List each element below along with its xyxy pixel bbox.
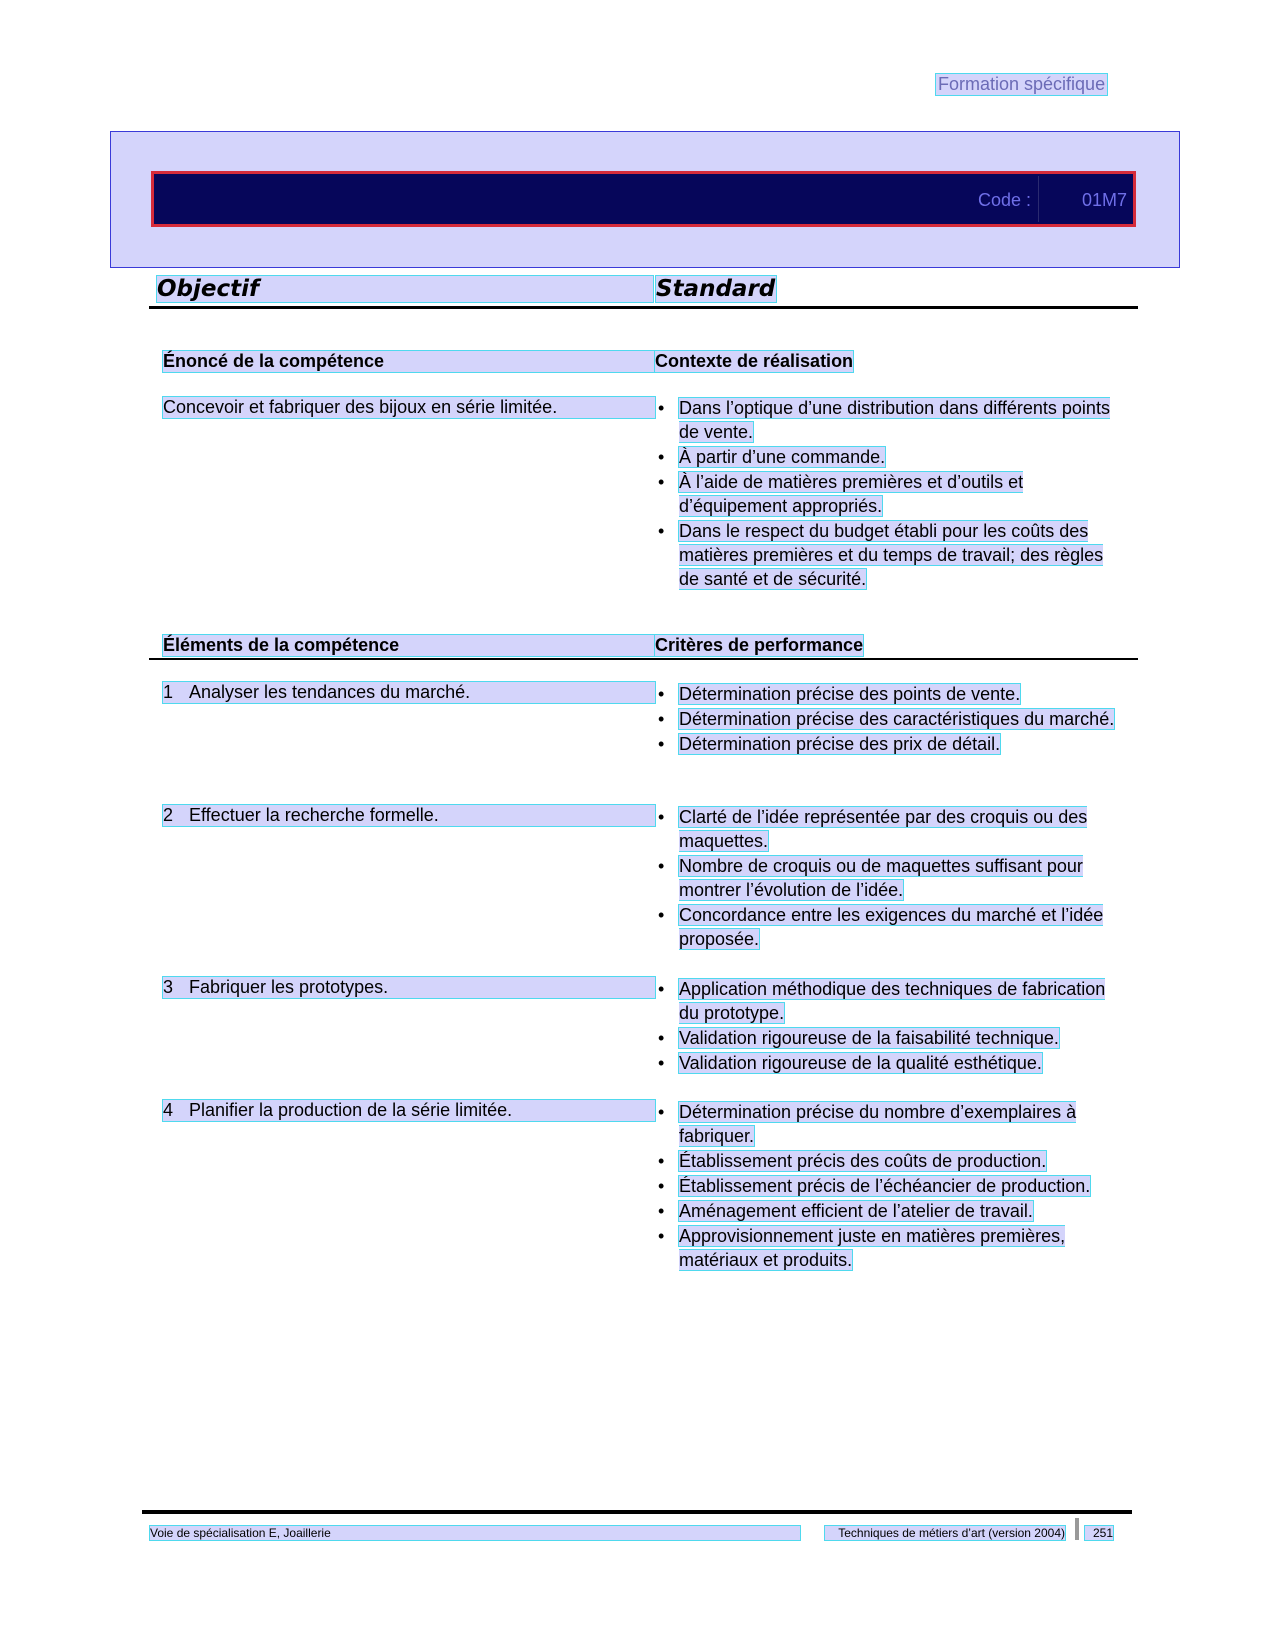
list-item — [656, 1100, 1118, 1148]
criteria-list-1 — [656, 682, 1118, 757]
contexte-label: Contexte de réalisation — [655, 351, 854, 371]
element-row-1 — [163, 682, 655, 703]
footer-right: Techniques de métiers d’art (version 2004) — [825, 1526, 1065, 1540]
list-item-text: Approvisionnement juste en matières premières, matériaux et produits. — [679, 1226, 1066, 1270]
list-item-text: Détermination précise des caractéristiques du marché. — [679, 709, 1115, 729]
list-item — [656, 1149, 1118, 1173]
list-item-text: Détermination précise du nombre d’exemplaires à fabriquer. — [679, 1102, 1077, 1146]
footer-rule — [142, 1510, 1132, 1514]
list-item-text: Concordance entre les exigences du marché et l’idée proposée. — [679, 905, 1104, 949]
section-label: Formation spécifique — [938, 74, 1106, 94]
element-number: 2 — [163, 805, 174, 825]
element-row-4 — [163, 1100, 655, 1121]
element-text: Planifier la production de la série limitée. — [189, 1100, 513, 1120]
elements-rule — [149, 658, 1138, 660]
list-item-text: Dans l’optique d’une distribution dans différents points de vente. — [679, 398, 1110, 442]
list-item-text: Validation rigoureuse de la faisabilité technique. — [679, 1028, 1059, 1048]
header-rule — [149, 306, 1138, 309]
code-separator — [1038, 176, 1039, 222]
list-item-text: Nombre de croquis ou de maquettes suffisant pour montrer l’évolution de l’idée. — [679, 856, 1083, 900]
list-item — [656, 396, 1118, 444]
list-item — [656, 682, 1118, 706]
element-row-3 — [163, 977, 655, 998]
list-item — [656, 805, 1118, 853]
criteria-list-2 — [656, 805, 1118, 952]
list-item — [656, 707, 1118, 731]
page-number: 251 — [1085, 1526, 1113, 1540]
footer-left: Voie de spécialisation E, Joaillerie — [150, 1526, 800, 1540]
list-item — [656, 1199, 1118, 1223]
list-item-text: À partir d’une commande. — [679, 447, 886, 467]
footer-separator — [1075, 1518, 1079, 1540]
list-item — [656, 1026, 1118, 1050]
list-item — [656, 854, 1118, 902]
contexte-list — [656, 396, 1118, 592]
enonce-label: Énoncé de la compétence — [163, 351, 655, 372]
list-item-text: Application méthodique des techniques de fabrication du prototype. — [679, 979, 1106, 1023]
list-item-text: À l’aide de matières premières et d’outils et d’équipement appropriés. — [679, 472, 1024, 516]
code-label: Code : — [978, 190, 1032, 210]
element-text: Effectuer la recherche formelle. — [189, 805, 439, 825]
list-item — [656, 1174, 1118, 1198]
element-text: Analyser les tendances du marché. — [189, 682, 471, 702]
list-item-text: Établissement précis de l’échéancier de production. — [679, 1176, 1091, 1196]
list-item-text: Dans le respect du budget établi pour les coûts des matières premières et du temps de travail; des règles de santé et de sécurité. — [679, 521, 1104, 589]
list-item — [656, 445, 1118, 469]
element-row-2 — [163, 805, 655, 826]
list-item-text: Aménagement efficient de l’atelier de travail. — [679, 1201, 1033, 1221]
criteria-list-4 — [656, 1100, 1118, 1273]
element-number: 3 — [163, 977, 174, 997]
element-text: Fabriquer les prototypes. — [189, 977, 389, 997]
enonce-text: Concevoir et fabriquer des bijoux en série limitée. — [163, 397, 655, 418]
criteria-list-3 — [656, 977, 1118, 1076]
list-item-text: Détermination précise des points de vente. — [679, 684, 1021, 704]
element-number: 4 — [163, 1100, 174, 1120]
column-header-standard: Standard — [656, 276, 776, 302]
list-item-text: Validation rigoureuse de la qualité esthétique. — [679, 1053, 1042, 1073]
code-value: 01M7 — [1082, 190, 1128, 210]
list-item — [656, 903, 1118, 951]
list-item — [656, 519, 1118, 591]
list-item — [656, 470, 1118, 518]
criteres-label: Critères de performance — [655, 635, 864, 655]
list-item — [656, 732, 1118, 756]
element-number: 1 — [163, 682, 174, 702]
list-item-text: Détermination précise des prix de détail. — [679, 734, 1001, 754]
list-item — [656, 1224, 1118, 1272]
list-item — [656, 977, 1118, 1025]
elements-label: Éléments de la compétence — [163, 635, 655, 656]
list-item-text: Établissement précis des coûts de production. — [679, 1151, 1047, 1171]
list-item — [656, 1051, 1118, 1075]
list-item-text: Clarté de l’idée représentée par des croquis ou des maquettes. — [679, 807, 1088, 851]
column-header-objectif: Objectif — [157, 276, 653, 302]
